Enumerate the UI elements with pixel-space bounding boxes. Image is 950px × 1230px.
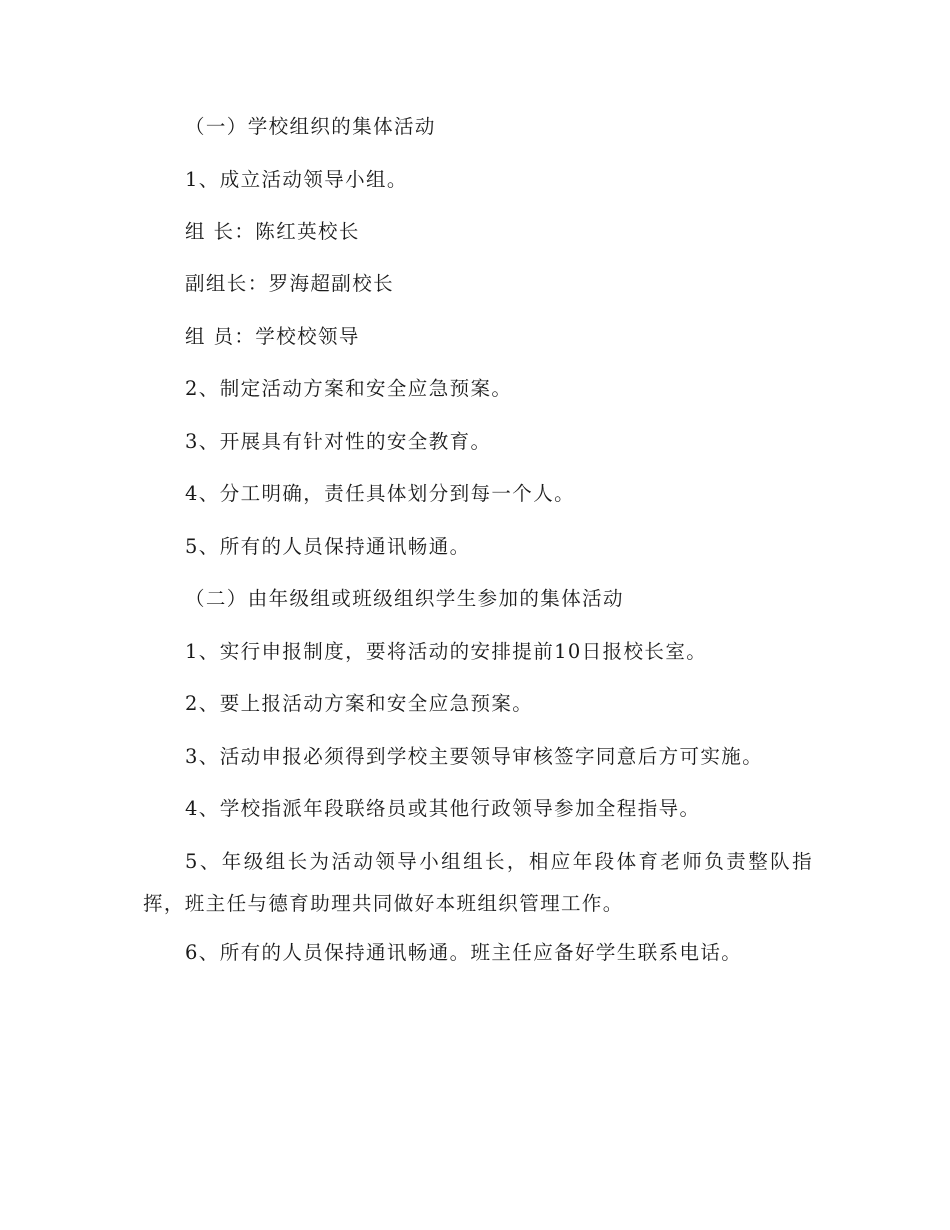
- list-item: 3、开展具有针对性的安全教育。: [185, 430, 492, 453]
- list-item: 6、所有的人员保持通讯畅通。班主任应备好学生联系电话。: [185, 941, 743, 964]
- list-item: 4、学校指派年段联络员或其他行政领导参加全程指导。: [185, 797, 701, 820]
- list-item: 1、成立活动领导小组。: [185, 168, 408, 191]
- list-item: 副组长：罗海超副校长: [185, 272, 395, 295]
- list-item: 组 长：陈红英校长: [185, 220, 360, 243]
- list-item-wrapped: 5、年级组长为活动领导小组组长，相应年段体育老师负责整队指挥，班主任与德育助理共同做好本班组织管理工作。: [143, 850, 813, 915]
- section-heading-2: （二）由年级组或班级组织学生参加的集体活动: [185, 587, 624, 610]
- list-item: 组 员：学校校领导: [185, 325, 360, 348]
- list-item: 1、实行申报制度，要将活动的安排提前10日报校长室。: [185, 640, 708, 663]
- list-item: 4、分工明确，责任具体划分到每一个人。: [185, 482, 576, 505]
- section-heading-1: （一）学校组织的集体活动: [185, 115, 436, 138]
- list-item: 5、所有的人员保持通讯畅通。: [185, 535, 471, 558]
- list-item: 2、要上报活动方案和安全应急预案。: [185, 692, 534, 715]
- list-item: 2、制定活动方案和安全应急预案。: [185, 377, 513, 400]
- list-item: 3、活动申报必须得到学校主要领导审核签字同意后方可实施。: [185, 745, 764, 768]
